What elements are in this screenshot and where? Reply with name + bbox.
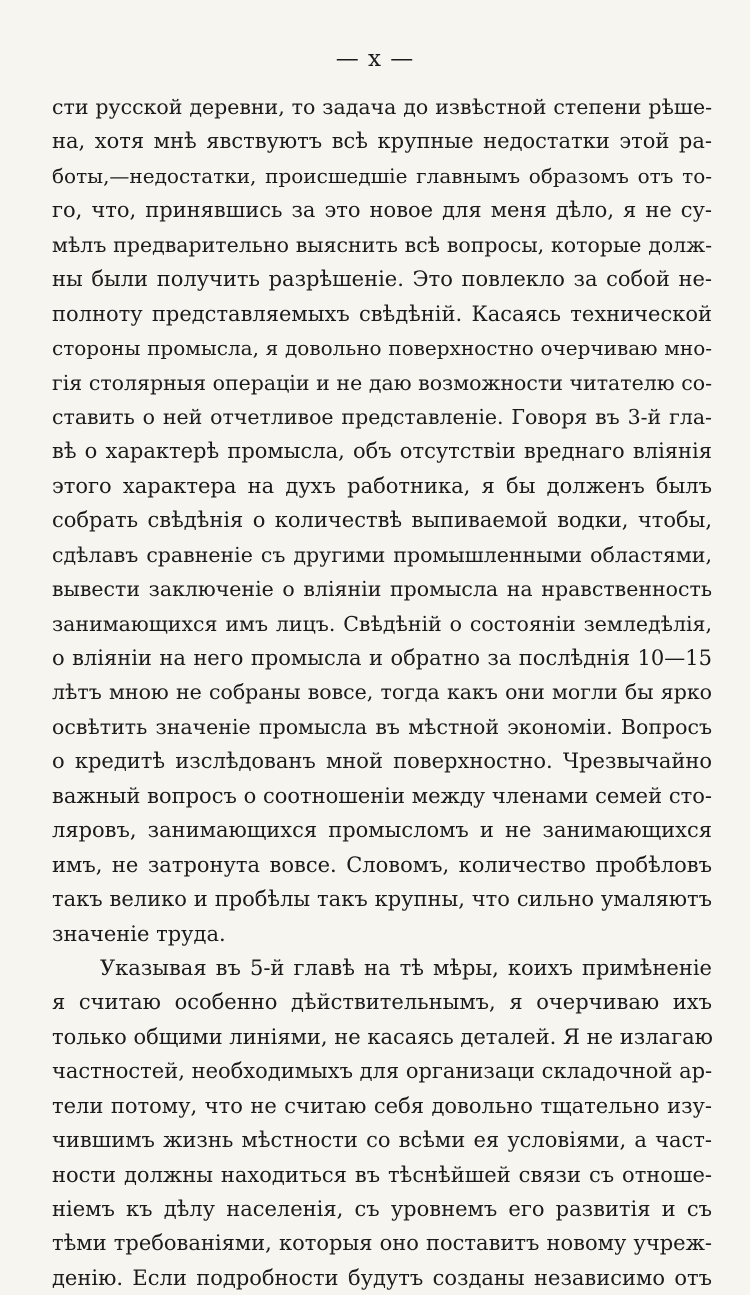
text-line: ны были получить разрѣшеніе. Это повлекло за собой не- (52, 267, 712, 292)
text-line: го, что, принявшись за это новое для меня дѣло, я не су- (52, 198, 712, 223)
page-number: — x — (335, 46, 415, 72)
text-line: занимающихся имъ лицъ. Свѣдѣній о состояніи земледѣлія, (52, 611, 712, 636)
text-line: ставить о ней отчетливое представленіе. Говоря въ 3-й гла- (52, 404, 712, 429)
text-line: ніемъ къ дѣлу населенія, съ уровнемъ его развитія и съ (52, 1197, 712, 1221)
text-line: вѣ о характерѣ промысла, объ отсутствіи вреднаго вліянія (52, 439, 712, 464)
text-line: лѣтъ мною не собраны вовсе, тогда какъ они могли бы ярко (52, 680, 712, 705)
text-line: на, хотя мнѣ явствуютъ всѣ крупные недостатки этой ра- (52, 129, 712, 154)
text-line: такъ велико и пробѣлы такъ крупны, что сильно умаляютъ (52, 887, 712, 912)
text-line: вывести заключеніе о вліяніи промысла на нравственность (52, 577, 712, 602)
text-line: боты,—недостатки, происшедшіе главнымъ образомъ отъ то- (52, 163, 712, 188)
text-line: гія столярныя операціи и не даю возможности читателю со- (52, 370, 712, 395)
text-line: чившимъ жизнь мѣстности со всѣми ея условіями, а част- (52, 1128, 712, 1153)
text-line: денію. Если подробности будутъ созданы независимо отъ (52, 1265, 712, 1290)
text-line: ляровъ, занимающихся промысломъ и не занимающихся (52, 818, 712, 843)
text-line: только общими линіями, не касаясь деталей. Я не излагаю (52, 1024, 713, 1049)
paragraph-end-line: значеніе труда. (52, 921, 226, 946)
text-line: сти русской деревни, то задача до извѣстной степени рѣше- (52, 95, 712, 119)
text-line: собрать свѣдѣнія о количествѣ выпиваемой водки, чтобы, (52, 508, 712, 533)
text-line: важный вопросъ о соотношеніи между членами семей сто- (52, 783, 712, 808)
text-line: освѣтить значеніе промысла въ мѣстной экономіи. Вопросъ (52, 714, 712, 739)
text-line: тѣми требованіями, которыя оно поставитъ новому учреж- (52, 1231, 712, 1256)
text-line: имъ, не затронута вовсе. Словомъ, количество пробѣловъ (52, 852, 712, 877)
text-line: стороны промысла, я довольно поверхностно очерчиваю мно- (52, 336, 712, 361)
paragraph-start-line: Указывая въ 5-й главѣ на тѣ мѣры, коихъ примѣненіе (100, 955, 712, 980)
text-line: тели потому, что не считаю себя довольно тщательно изу- (52, 1093, 712, 1118)
body-text (52, 90, 712, 1295)
text-line: полноту представляемыхъ свѣдѣній. Касаясь технической (52, 301, 712, 326)
text-line: я считаю особенно дѣйствительнымъ, я очерчиваю ихъ (52, 990, 712, 1015)
text-line: ности должны находиться въ тѣснѣйшей связи съ отноше- (52, 1162, 712, 1187)
text-line: частностей, необходимыхъ для организаци складочной ар- (52, 1059, 713, 1084)
text-line: о кредитѣ изслѣдованъ мной поверхностно. Чрезвычайно (52, 749, 712, 774)
text-line: сдѣлавъ сравненіе съ другими промышленными областями, (52, 542, 712, 567)
text-line: мѣлъ предварительно выяснить всѣ вопросы, которые долж- (52, 232, 712, 257)
text-line: этого характера на духъ работника, я бы долженъ былъ (52, 473, 712, 498)
text-line: о вліяніи на него промысла и обратно за послѣднія 10—15 (52, 646, 712, 670)
